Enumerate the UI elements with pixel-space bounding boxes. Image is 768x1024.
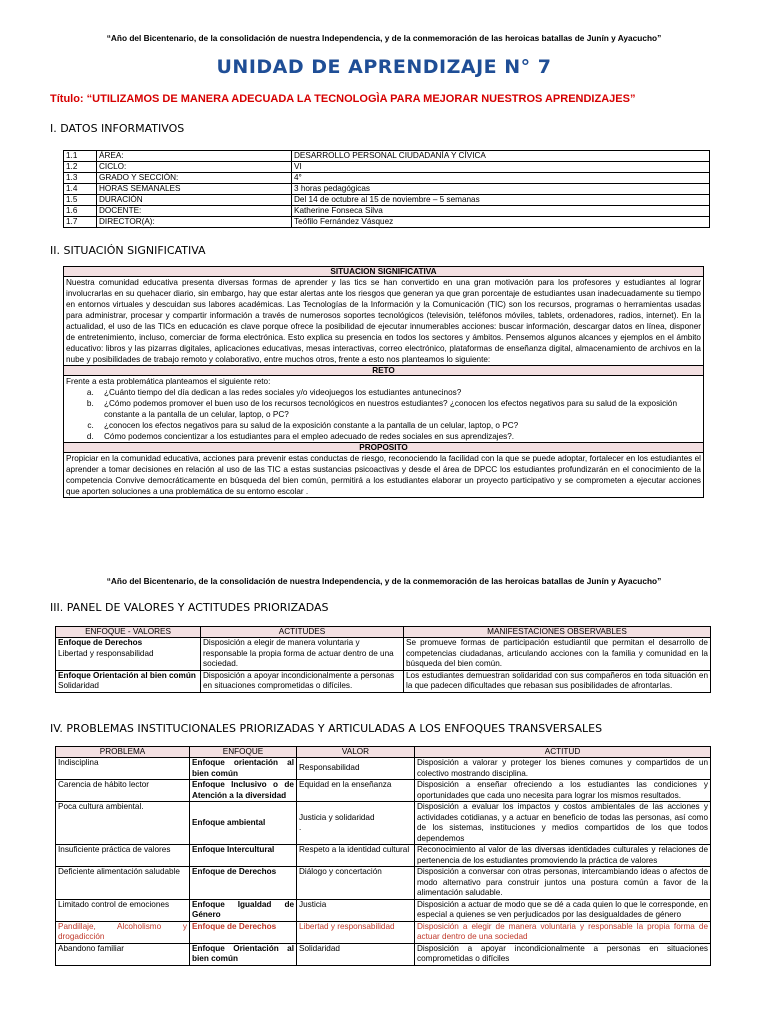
problemas-row	[56, 943, 711, 965]
problemas-col-header: VALOR	[297, 747, 415, 758]
actitud-cell: Disposición a actuar de modo que se dé a cada quien lo que le corresponde, en especial a quienes se ven perjudicados por las desigualdades de género	[415, 899, 711, 921]
problemas-table	[55, 746, 711, 966]
problema-cell: Pandillaje, Alcoholismo y drogadicción	[56, 921, 190, 943]
reto-intro: Frente a esta problemática planteamos el siguiente reto:	[66, 377, 271, 386]
section-valores: III. PANEL DE VALORES Y ACTITUDES PRIORIZADAS	[50, 601, 329, 614]
reto-item: c. ¿conocen los efectos negativos para su salud de la exposición constante a la pantalla de un celular, laptop, o PC?	[96, 420, 701, 431]
actitud-cell: Disposición a enseñar ofreciendo a los estudiantes las condiciones y oportunidades que cada uno necesita para lograr los mismos resultados.	[415, 780, 711, 802]
actitud-cell: Disposición a apoyar incondicionalmente a personas en situaciones comprometidas o difíciles	[415, 943, 711, 965]
reto-item: a. ¿Cuánto tiempo del día dedican a las redes sociales y/o videojuegos los estudiantes antunecinos?	[96, 387, 701, 398]
problemas-row	[56, 780, 711, 802]
actitud-cell: Disposición a evaluar los impactos y costos ambientales de las acciones y actividades cotidianas, y a actuar en beneficio de todas las personas, así como de los sistemas, instituciones y medios compartidos de los que todos dependemos	[415, 802, 711, 845]
reto-item: d. Cómo podemos concientizar a los estudiantes para el empleo adecuado de redes sociales en sus aprendizajes?.	[96, 431, 701, 442]
situacion-header: SITUACION SIGNIFICATIVA	[64, 267, 704, 277]
situacion-table	[63, 266, 704, 498]
problemas-row	[56, 845, 711, 867]
problema-cell: Limitado control de emociones	[56, 899, 190, 921]
problemas-row	[56, 758, 711, 780]
datos-table	[63, 150, 710, 228]
valor-extra: .	[299, 823, 302, 832]
datos-label: DURACIÓN	[97, 195, 292, 206]
problema-cell: Indisciplina	[56, 758, 190, 780]
header-line-1: “Año del Bicentenario, de la consolidación de nuestra Independencia, y de la conmemoración de las heroicas batallas de Junín y Ayacucho”	[106, 33, 662, 43]
datos-value: Teófilo Fernández Vásquez	[292, 217, 710, 228]
enfoque-cell: Enfoque Orientación al bien común	[190, 943, 297, 965]
proposito-header: PROPOSITO	[64, 443, 704, 453]
valor-cell	[297, 867, 415, 900]
actitud-cell: Reconocimiento al valor de las diversas identidades culturales y relaciones de pertenencia de los estudiantes promoviendo la práctica de valores	[415, 845, 711, 867]
datos-row	[64, 151, 710, 162]
datos-label: DIRECTOR(A):	[97, 217, 292, 228]
enfoque-cell: Enfoque Inclusivo o de Atención a la diversidad	[190, 780, 297, 802]
datos-value: Katherine Fonseca Silva	[292, 206, 710, 217]
enfoque-cell: Enfoque orientación al bien común	[190, 758, 297, 780]
section-problemas: IV. PROBLEMAS INSTITUCIONALES PRIORIZADAS Y ARTICULADAS A LOS ENFOQUES TRANSVERSALES	[50, 722, 603, 735]
header-line-2: “Año del Bicentenario, de la consolidación de nuestra Independencia, y de la conmemoración de las heroicas batallas de Junín y Ayacucho”	[106, 576, 662, 586]
datos-value: Del 14 de octubre al 15 de noviembre – 5 semanas	[292, 195, 710, 206]
datos-value: 3 horas pedagógicas	[292, 184, 710, 195]
valores-enfoque-cell	[56, 638, 201, 671]
datos-row	[64, 195, 710, 206]
valor-cell	[297, 845, 415, 867]
problemas-col-header: ENFOQUE	[190, 747, 297, 758]
enfoque-name: Enfoque Orientación al bien común	[58, 670, 196, 680]
problema-cell: Carencia de hábito lector	[56, 780, 190, 802]
valor-cell	[297, 899, 415, 921]
valores-col-header: ACTITUDES	[201, 627, 404, 638]
valor-text: Equidad en la enseñanza	[299, 780, 392, 789]
datos-label: CICLO:	[97, 162, 292, 173]
valor-name: Solidaridad	[58, 681, 99, 690]
valor-text: Diálogo y concertación	[299, 867, 382, 876]
valor-text: Solidaridad	[299, 943, 340, 953]
datos-row	[64, 206, 710, 217]
problemas-row	[56, 802, 711, 845]
valor-text: Respeto a la identidad cultural	[299, 845, 410, 854]
datos-label: DOCENTE:	[97, 206, 292, 217]
datos-num: 1.6	[64, 206, 97, 217]
problemas-col-header: PROBLEMA	[56, 747, 190, 758]
datos-value: VI	[292, 162, 710, 173]
valores-actitud: Disposición a apoyar incondicionalmente a personas en situaciones comprometidas o difíciles.	[201, 670, 404, 692]
valores-row	[56, 670, 711, 692]
datos-num: 1.2	[64, 162, 97, 173]
datos-label: ÁREA:	[97, 151, 292, 162]
datos-row	[64, 173, 710, 184]
enfoque-name: Enfoque de Derechos	[58, 638, 143, 647]
problema-cell: Insuficiente práctica de valores	[56, 845, 190, 867]
valores-row	[56, 638, 711, 671]
datos-row	[64, 184, 710, 195]
problema-cell: Abandono familiar	[56, 943, 190, 965]
valor-cell	[297, 802, 415, 845]
datos-value: 4°	[292, 173, 710, 184]
valores-actitud: Disposición a elegir de manera voluntaria y responsable la propia forma de actuar dentro de una sociedad.	[201, 638, 404, 671]
enfoque-cell: Enfoque de Derechos	[190, 921, 297, 943]
valor-cell	[297, 758, 415, 780]
problema-cell: Poca cultura ambiental.	[56, 802, 190, 845]
problemas-row	[56, 867, 711, 900]
reto-list	[66, 387, 701, 442]
actitud-cell: Disposición a valorar y proteger los bienes comunes y compartidos de un colectivo mostrando disciplina.	[415, 758, 711, 780]
enfoque-cell: Enfoque ambiental	[190, 802, 297, 845]
valor-name: Libertad y responsabilidad	[58, 648, 154, 658]
datos-num: 1.3	[64, 173, 97, 184]
valores-enfoque-cell	[56, 670, 201, 692]
reto-header: RETO	[64, 366, 704, 376]
proposito-text: Propiciar en la comunidad educativa, acciones para prevenir estas conductas de riesgo, reconociendo la facilidad con la que se puede adoptar, fortalecer en los estudiantes el aprender a tomar decisiones en relación al uso de las TIC a estas sustancias psicoactivas y desde el área de DPCC los estudiantes profundizarán en el conocimiento de la competencia Convive democráticamente en búsqueda del bien común, permitirá a los estudiantes elaborar un proyecto participativo y se comprometen a ejecutar acciones que aporten soluciones a una problemática de su entorno escolar .	[64, 453, 704, 498]
document-subtitle: Título: “UTILIZAMOS DE MANERA ADECUADA LA TECNOLOGÌA PARA MEJORAR NUESTROS APRENDIZAJES”	[50, 93, 636, 105]
datos-label: GRADO Y SECCIÓN:	[97, 173, 292, 184]
situacion-text: Nuestra comunidad educativa presenta diversas formas de aprender y las tics se han convertido en una gran motivación para los profesores y estudiantes al lograr involucrarlas en su quehacer diario, sin embargo, hay que estar alertas ante los riesgos que generan ya que gran porcentaje de estudiantes usan inadecuadamente su tiempo en entornos virtuales y descuidan sus labores académicas. Las Tecnologías de la Información y la Comunicación (TIC) son los recursos, programas o herramientas usadas para administrar, procesar y compartir información a través de numerosos soportes tecnológicos (televisión, teléfonos móviles, tablets, ordenadores, radios, internet). En la actualidad, el uso de las TICs en educación es clave porque ofrece la posibilidad de ejecutar innumerables acciones: buscar información, descargar datos en línea, disponer de entretenimiento, incluso, comerciar de forma electrónica. Esto explica su presencia en todos los sectores y ámbitos. Pensemos algunos alcances y ejemplos en el ámbito educativo: libros y las pizarras digitales, aplicaciones educativas, mesas interactivas, correo electrónico, plataformas de enseñanza digital, almacenamiento de archivos en la nube y posibilidades de trabajo remoto y colaborativo, entre muchos otros, frente a esto nos planteamos lo siguiente:	[64, 277, 704, 366]
datos-num: 1.1	[64, 151, 97, 162]
valor-text: Justicia	[299, 899, 327, 909]
valor-text: Justicia y solidaridad	[299, 812, 375, 822]
enfoque-cell: Enfoque Intercultural	[190, 845, 297, 867]
enfoque-cell: Enfoque Igualdad de Género	[190, 899, 297, 921]
valores-manifestacion: Se promueve formas de participación estudiantil que permitan el desarrollo de competencias ciudadanas, articulando acciones con la familia y comunidad en la búsqueda del bien común.	[404, 638, 711, 671]
problemas-col-header: ACTITUD	[415, 747, 711, 758]
problemas-row	[56, 921, 711, 943]
valores-manifestacion: Los estudiantes demuestran solidaridad con sus compañeros en toda situación en la que padecen dificultades que rebasan sus posibilidades de afrontarlas.	[404, 670, 711, 692]
valor-text: Libertad y responsabilidad	[299, 921, 395, 931]
datos-label: HORAS SEMANALES	[97, 184, 292, 195]
datos-value: DESARROLLO PERSONAL CIUDADANÍA Y CÍVICA	[292, 151, 710, 162]
valor-text: Responsabilidad	[299, 763, 360, 773]
reto-cell	[64, 376, 704, 443]
valores-table	[55, 626, 711, 693]
valor-cell	[297, 780, 415, 802]
datos-num: 1.7	[64, 217, 97, 228]
section-datos-informativos: I. DATOS INFORMATIVOS	[50, 122, 185, 135]
valor-cell	[297, 943, 415, 965]
actitud-cell: Disposición a elegir de manera voluntaria y responsable la propia forma de actuar dentro de una sociedad	[415, 921, 711, 943]
valor-cell	[297, 921, 415, 943]
datos-num: 1.4	[64, 184, 97, 195]
actitud-cell: Disposición a conversar con otras personas, intercambiando ideas o afectos de modo alternativo para construir juntos una postura común a favor de la alimentación saludable.	[415, 867, 711, 900]
reto-item: b. ¿Cómo podemos promover el buen uso de los recursos tecnológicos en nuestros estudiantes? ¿conocen los efectos negativos para su salud de la exposición constante a la pantalla de un celular, laptop, o PC?	[96, 398, 701, 420]
problema-cell: Deficiente alimentación saludable	[56, 867, 190, 900]
valores-col-header: MANIFESTACIONES OBSERVABLES	[404, 627, 711, 638]
enfoque-cell: Enfoque de Derechos	[190, 867, 297, 900]
unit-title: UNIDAD DE APRENDIZAJE N° 7	[216, 56, 552, 78]
valores-col-header: ENFOQUE - VALORES	[56, 627, 201, 638]
datos-row	[64, 162, 710, 173]
section-situacion: II. SITUACIÓN SIGNIFICATIVA	[50, 244, 206, 257]
datos-num: 1.5	[64, 195, 97, 206]
datos-row	[64, 217, 710, 228]
problemas-row	[56, 899, 711, 921]
